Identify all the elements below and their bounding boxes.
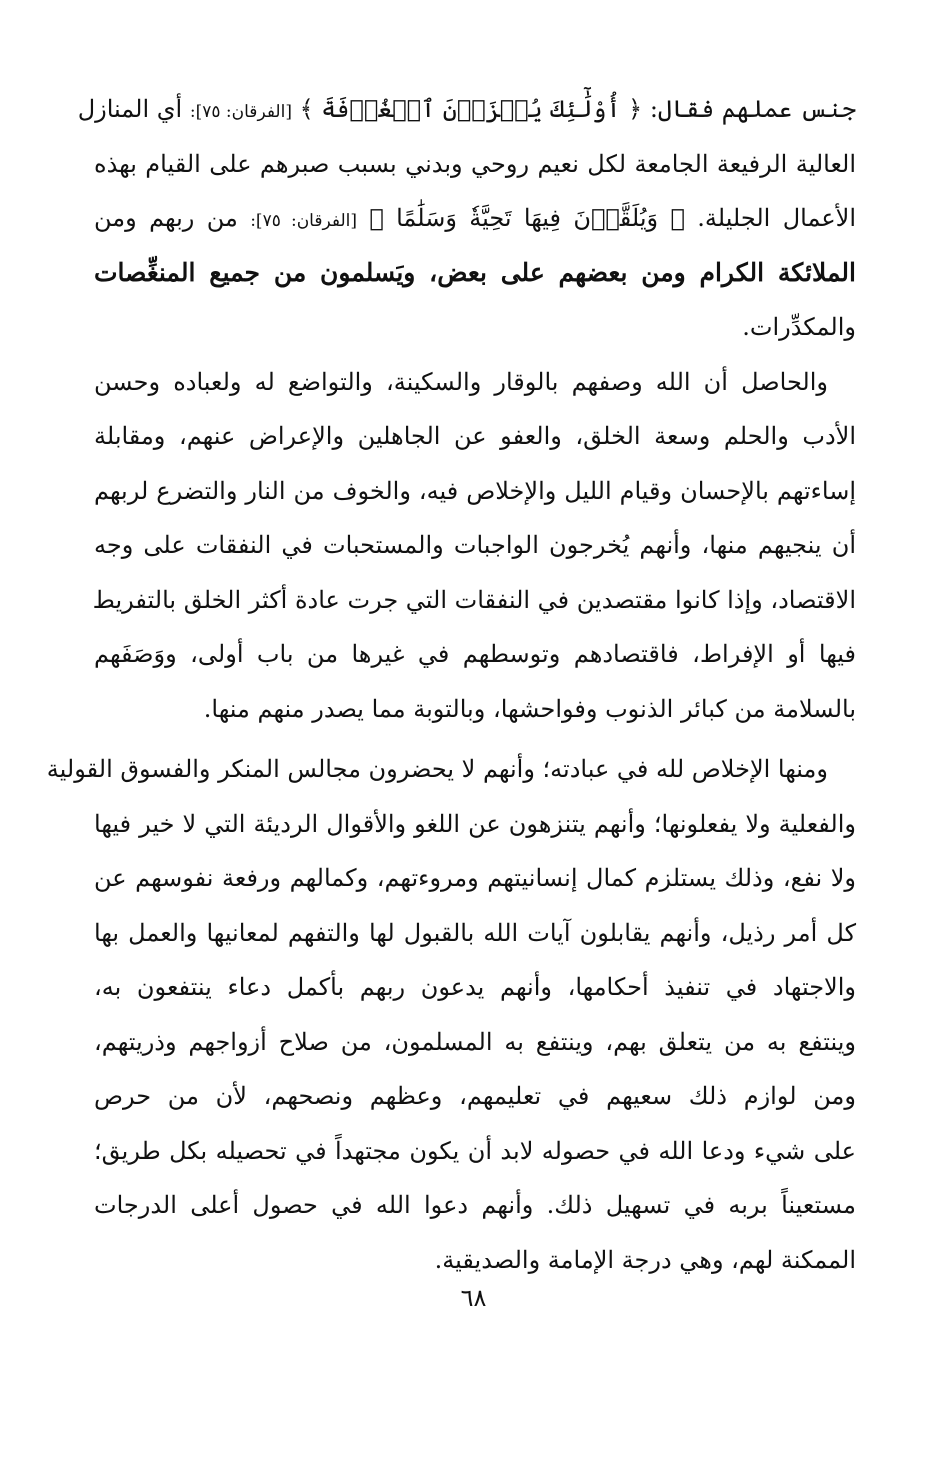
text-line [77,82,856,137]
text-line: والاجتهاد في تنفيذ أحكامها، وأنهم يدعون ربهم بأكمل دعاء ينتفعون به، [94,973,856,1001]
quran-verse: ﴿ وَيُلَقَّوۡنَ فِيهَا تَحِيَّةٗ وَسَلَٰمًا ﴾ [369,204,685,232]
text-line: والفعلية ولا يفعلونها؛ وأنهم يتنزهون عن اللغو والأقوال الرديئة التي لا خير فيها [94,809,856,838]
text-line: فيها أو الإفراط، فاقتصادهم وتوسطهم في غيرها من باب أولى، ووَصَفَهم [94,640,856,668]
text-line: الملائكة الكرام ومن بعضهم على بعض، ويَسلمون من جميع المنغِّصات [94,257,856,287]
verse-reference: [الفرقان: ٧٥]: [250,211,357,231]
text-line: وينتفع به من يتعلق بهم، وينتفع به المسلمون، من صلاح أزواجهم وذريتهم، [94,1027,856,1056]
text-line: ومن لوازم ذلك سعيهم في تعليمهم، وعظهم ونصحهم، لأن من حرص [94,1082,856,1110]
text-line: إساءتهم بالإحسان وقيام الليل والإخلاص فيه، والخوف من النار والتضرع لربهم [94,476,856,505]
text-line: ومنها الإخلاص لله في عبادته؛ وأنهم لا يحضرون مجالس المنكر والفسوق القولية [46,755,828,783]
text-line [94,191,856,246]
text-line: بالسلامة من كبائر الذنوب وفواحشها، وبالتوبة مما يصدر منهم منها. [203,694,856,723]
page-number: ٦٨ [460,1284,487,1312]
text-segment: أي المنازل [77,95,183,123]
text-line: والمكدِّرات. [742,313,856,341]
text-line: الاقتصاد، وإذا كانوا مقتصدين في النفقات التي جرت عادة أكثر الخلق بالتفريط [92,585,856,614]
text-line: العالية الرفيعة الجامعة لكل نعيم روحي وبدني بسبب صبرهم على القيام بهذه [94,149,856,178]
text-line: ولا نفع، وذلك يستلزم كمال إنسانيتهم ومروءتهم، وكمالهم ورفعة نفوسهم عن [94,864,857,892]
quran-verse: ﴿ أُوْلَٰٓئِكَ يُجۡزَوۡنَ ٱلۡغُرۡفَةَ ﴾ [299,95,643,123]
text-segment: الأعمال الجليلة. [697,204,856,232]
text-line: الممكنة لهم، وهي درجة الإمامة والصديقية. [434,1245,856,1274]
text-line: على شيء ودعا الله في حصوله لابد أن يكون مجتهداً في تحصيله بكل طريق؛ [94,1136,856,1165]
text-segment: جنس عملهم فقال: [649,95,856,123]
text-line: الأدب والحلم وسعة الخلق، والعفو عن الجاهلين والإعراض عنهم، ومقابلة [94,422,856,450]
text-line: كل أمر رذيل، وأنهم يقابلون آيات الله بالقبول لها والتفهم لمعانيها والعمل بها [94,918,856,947]
text-line: مستعيناً بربه في تسهيل ذلك. وأنهم دعوا الله في حصول أعلى الدرجات [94,1191,856,1219]
text-segment: من ربهم ومن [94,204,238,232]
verse-reference: [الفرقان: ٧٥]: [189,102,292,122]
page-body [46,82,857,1287]
text-line: والحاصل أن الله وصفهم بالوقار والسكينة، والتواضع له ولعباده وحسن [94,367,828,396]
text-line: أن ينجيهم منها، وأنهم يُخرجون الواجبات والمستحبات في النفقات على وجه [94,531,856,559]
